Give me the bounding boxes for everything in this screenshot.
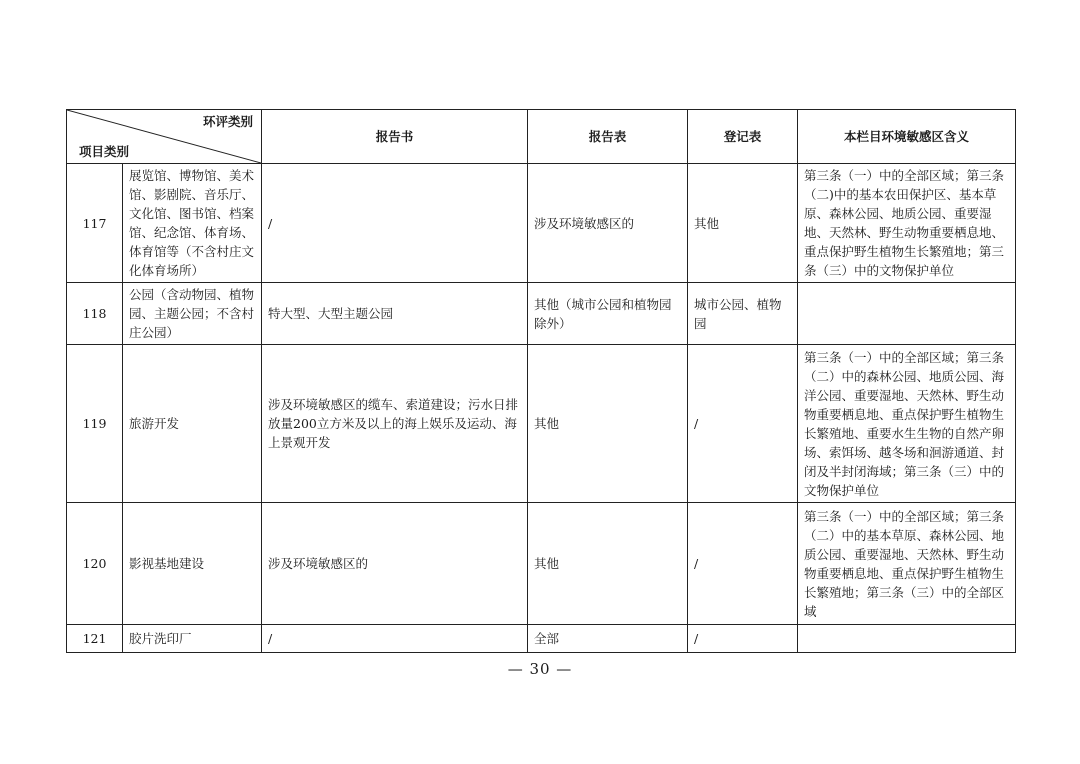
table-row xyxy=(67,625,1016,653)
report-form-cell: 涉及环境敏感区的 xyxy=(528,164,688,283)
project-category: 影视基地建设 xyxy=(123,503,262,625)
report-book-cell: 涉及环境敏感区的 xyxy=(262,503,528,625)
row-number: 119 xyxy=(67,345,123,503)
register-form-cell: / xyxy=(688,625,798,653)
sensitive-area-meaning-cell: 第三条（一）中的全部区域；第三条（二)中的基本农田保护区、基本草原、森林公园、地质公园、重要湿地、天然林、野生动物重要栖息地、重点保护野生植物生长繁殖地；第三条（三）中的文物保护单位 xyxy=(798,164,1016,283)
project-category: 公园（含动物园、植物园、主题公园；不含村庄公园） xyxy=(123,283,262,345)
header-project-category: 项目类别 xyxy=(79,144,130,159)
row-number: 117 xyxy=(67,164,123,283)
diagonal-header-cell xyxy=(67,110,262,164)
sensitive-area-meaning-cell: 第三条（一）中的全部区域；第三条（二）中的森林公园、地质公园、海洋公园、重要湿地、天然林、野生动物重要栖息地、重点保护野生植物生长繁殖地、重要水生生物的自然产卵场、索饵场、越冬场和洄游通道、封闭及半封闭海域；第三条（三）中的文物保护单位 xyxy=(798,345,1016,503)
table-row xyxy=(67,283,1016,345)
report-book-cell: / xyxy=(262,164,528,283)
classification-table-container xyxy=(66,109,1015,653)
header-register-form: 登记表 xyxy=(688,110,798,164)
register-form-cell: / xyxy=(688,503,798,625)
report-form-cell: 其他（城市公园和植物园除外） xyxy=(528,283,688,345)
header-assessment-category: 环评类别 xyxy=(202,114,253,129)
header-report-form: 报告表 xyxy=(528,110,688,164)
header-report-book: 报告书 xyxy=(262,110,528,164)
register-form-cell: 其他 xyxy=(688,164,798,283)
row-number: 118 xyxy=(67,283,123,345)
report-book-cell: 特大型、大型主题公园 xyxy=(262,283,528,345)
sensitive-area-meaning-cell: 第三条（一）中的全部区域；第三条（二）中的基本草原、森林公园、地质公园、重要湿地、天然林、野生动物重要栖息地、重点保护野生植物生长繁殖地；第三条（三）中的全部区域 xyxy=(798,503,1016,625)
report-form-cell: 其他 xyxy=(528,503,688,625)
project-category: 展览馆、博物馆、美术馆、影剧院、音乐厅、文化馆、图书馆、档案馆、纪念馆、体育场、体育馆等（不含村庄文化体育场所） xyxy=(123,164,262,283)
report-book-cell: / xyxy=(262,625,528,653)
page-number: — 30 — xyxy=(507,660,573,678)
sensitive-area-meaning-cell xyxy=(798,625,1016,653)
report-form-cell: 其他 xyxy=(528,345,688,503)
row-number: 121 xyxy=(67,625,123,653)
table-header-row xyxy=(67,110,1016,164)
report-book-cell: 涉及环境敏感区的缆车、索道建设；污水日排放量200立方米及以上的海上娱乐及运动、海上景观开发 xyxy=(262,345,528,503)
register-form-cell: / xyxy=(688,345,798,503)
row-number: 120 xyxy=(67,503,123,625)
header-sensitive-area-meaning: 本栏目环境敏感区含义 xyxy=(798,110,1016,164)
register-form-cell: 城市公园、植物园 xyxy=(688,283,798,345)
table-row xyxy=(67,164,1016,283)
sensitive-area-meaning-cell xyxy=(798,283,1016,345)
report-form-cell: 全部 xyxy=(528,625,688,653)
table-row xyxy=(67,345,1016,503)
table-row xyxy=(67,503,1016,625)
environmental-assessment-table xyxy=(66,109,1016,653)
project-category: 旅游开发 xyxy=(123,345,262,503)
project-category: 胶片洗印厂 xyxy=(123,625,262,653)
